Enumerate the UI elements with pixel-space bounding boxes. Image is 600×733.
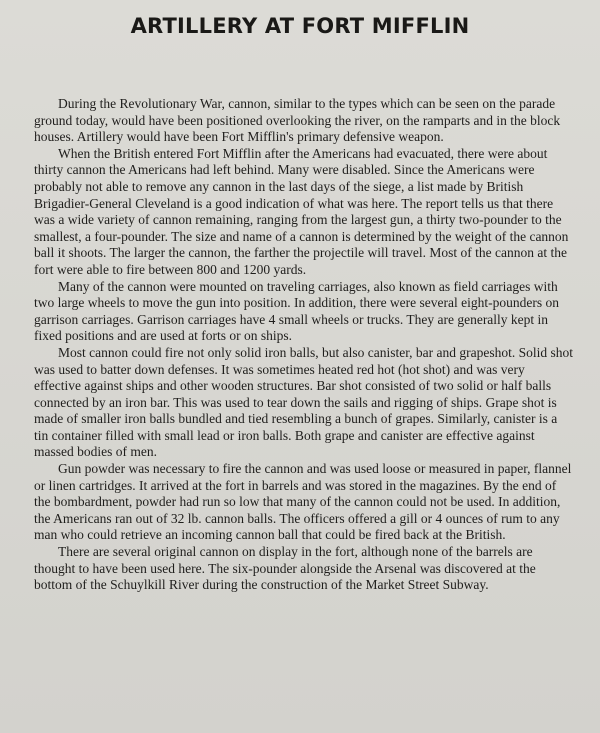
paragraph-ammunition: Most cannon could fire not only solid iron balls, but also canister, bar and grapeshot. Solid shot was used to batter down defenses. It was sometimes heated red hot (hot shot) and was very effective against ships and other wooden structures. Bar shot consisted of two solid or half balls connected by an iron bar. This was used to tear down the sails and rigging of ships. Grape shot is made of smaller iron balls bundled and tied resembling a bunch of grapes. Similarly, canister is a tin container filled with small lead or iron balls. Both grape and canister are effective against massed bodies of men. — [34, 344, 574, 460]
sign-body — [34, 96, 574, 594]
paragraph-gun-powder: Gun powder was necessary to fire the cannon and was used loose or measured in paper, flannel or linen cartridges. It arrived at the fort in barrels and was stored in the magazines. By the end of the bombardment, powder had run so low that many of the cannon could not be used. In addition, the Americans ran out of 32 lb. cannon balls. The officers offered a gill or 4 ounces of rum to any man who could retrieve an incoming cannon ball that could be fired back at the British. — [34, 461, 572, 543]
paragraph-carriages: Many of the cannon were mounted on traveling carriages, also known as field carriages with two large wheels to move the gun into position. In addition, there were several eight-pounders on garrison carriages. Garrison carriages have 4 small wheels or trucks. They are generally kept in fixed positions and are used at forts or on ships. — [34, 278, 559, 344]
paragraph-british-entry: When the British entered Fort Mifflin after the Americans had evacuated, there were about thirty cannon the Americans had left behind. Many were disabled. Since the Americans were probably not able to remove any cannon in the last days of the siege, a list made by British Brigadier-General Cleveland is a good indication of what was here. The report tells us that there was a wide variety of cannon remaining, ranging from the largest gun, a thirty two-pounder to the smallest, a four-pounder. The size and name of a cannon is determined by the weight of the cannon ball it shoots. The larger the cannon, the farther the projectile will travel. Most of the cannon at the fort were able to fire between 800 and 1200 yards. — [34, 145, 569, 277]
paragraph-revolutionary-war: During the Revolutionary War, cannon, similar to the types which can be seen on the parade ground today, would have been positioned overlooking the river, on the ramparts and in the block houses. Artillery would have been Fort Mifflin's primary defensive weapon. — [34, 96, 561, 145]
paragraph-original-cannon: There are several original cannon on display in the fort, although none of the barrels are thought to have been used here. The six-pounder alongside the Arsenal was discovered at the bottom of the Schuylkill River during the construction of the Market Street Subway. — [34, 544, 536, 593]
sign-title: ARTILLERY AT FORT MIFFLIN — [130, 14, 470, 38]
